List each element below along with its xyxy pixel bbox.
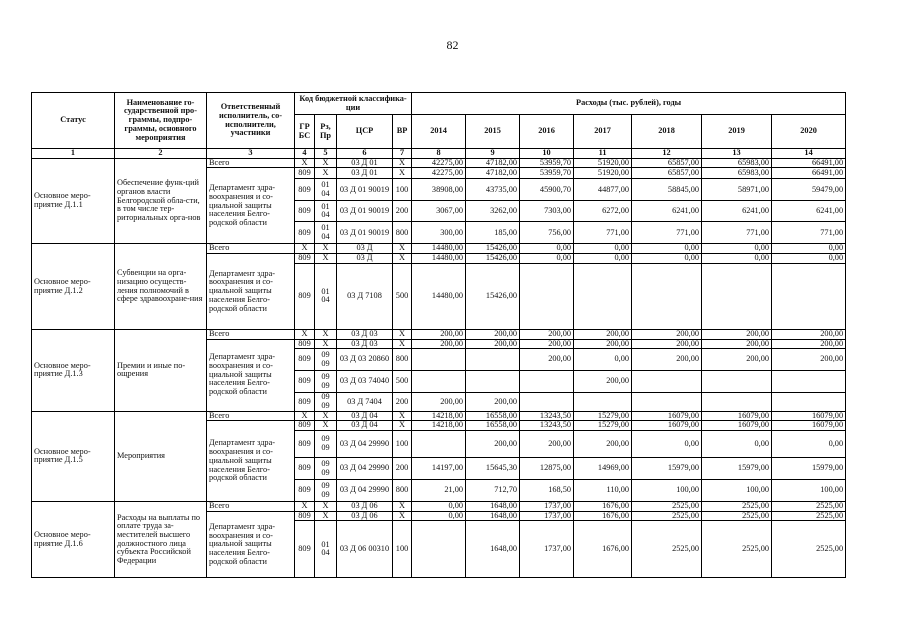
amount-cell: 0,00 bbox=[702, 244, 772, 254]
amount-cell bbox=[466, 349, 520, 371]
amount-cell: 7303,00 bbox=[520, 201, 574, 222]
amount-cell: 51920,00 bbox=[574, 158, 632, 168]
grbs-cell: 809 bbox=[295, 393, 315, 411]
amount-cell: 58971,00 bbox=[702, 179, 772, 201]
vr-cell: X bbox=[393, 329, 412, 339]
amount-cell: 200,00 bbox=[466, 339, 520, 349]
grbs-cell: 809 bbox=[295, 179, 315, 201]
amount-cell: 14197,00 bbox=[412, 458, 466, 480]
header-year: 2016 bbox=[520, 115, 574, 149]
amount-cell: 1648,00 bbox=[466, 511, 520, 521]
header-year: 2020 bbox=[772, 115, 846, 149]
csr-cell: 03 Д 01 90019 bbox=[337, 201, 393, 222]
amount-cell bbox=[520, 263, 574, 329]
amount-cell: 65857,00 bbox=[632, 168, 702, 179]
amount-cell: 14480,00 bbox=[412, 254, 466, 264]
header-name: Наименование го-сударственной про-граммы, подпро-граммы, основного мероприятия bbox=[115, 93, 207, 149]
csr-cell: 03 Д bbox=[337, 244, 393, 254]
rzpr-cell: X bbox=[315, 329, 337, 339]
amount-cell: 65983,00 bbox=[702, 168, 772, 179]
column-number: 13 bbox=[702, 149, 772, 159]
vr-cell: 100 bbox=[393, 179, 412, 201]
amount-cell: 1676,00 bbox=[574, 502, 632, 512]
vr-cell: X bbox=[393, 158, 412, 168]
amount-cell: 14480,00 bbox=[412, 244, 466, 254]
amount-cell: 110,00 bbox=[574, 480, 632, 502]
table-row-total bbox=[32, 329, 846, 339]
rzpr-cell: 09 09 bbox=[315, 431, 337, 458]
amount-cell: 21,00 bbox=[412, 480, 466, 502]
amount-cell: 200,00 bbox=[466, 393, 520, 411]
rzpr-cell: X bbox=[315, 502, 337, 512]
csr-cell: 03 Д 7404 bbox=[337, 393, 393, 411]
table-row-total bbox=[32, 244, 846, 254]
grbs-cell: X bbox=[295, 329, 315, 339]
amount-cell bbox=[574, 393, 632, 411]
event-name-cell: Мероприятия bbox=[115, 411, 207, 501]
csr-cell: 03 Д 04 29990 bbox=[337, 458, 393, 480]
grbs-cell: X bbox=[295, 411, 315, 421]
amount-cell: 200,00 bbox=[520, 329, 574, 339]
amount-cell: 0,00 bbox=[772, 244, 846, 254]
amount-cell: 15279,00 bbox=[574, 411, 632, 421]
vr-cell: 200 bbox=[393, 201, 412, 222]
amount-cell: 15426,00 bbox=[466, 263, 520, 329]
csr-cell: 03 Д 03 20860 bbox=[337, 349, 393, 371]
grbs-cell: 809 bbox=[295, 349, 315, 371]
amount-cell: 6241,00 bbox=[702, 201, 772, 222]
amount-cell bbox=[412, 349, 466, 371]
amount-cell: 200,00 bbox=[466, 329, 520, 339]
column-number-row bbox=[32, 149, 846, 159]
table-row-total bbox=[32, 411, 846, 421]
grbs-cell: 809 bbox=[295, 371, 315, 393]
amount-cell: 200,00 bbox=[520, 349, 574, 371]
amount-cell: 13243,50 bbox=[520, 421, 574, 431]
amount-cell: 14480,00 bbox=[412, 263, 466, 329]
amount-cell: 1737,00 bbox=[520, 511, 574, 521]
vr-cell: 200 bbox=[393, 393, 412, 411]
header-status: Статус bbox=[32, 93, 115, 149]
amount-cell: 51920,00 bbox=[574, 168, 632, 179]
column-number: 7 bbox=[393, 149, 412, 159]
amount-cell: 16079,00 bbox=[772, 411, 846, 421]
vr-cell: 200 bbox=[393, 458, 412, 480]
amount-cell: 13243,50 bbox=[520, 411, 574, 421]
amount-cell: 53959,70 bbox=[520, 168, 574, 179]
column-number: 10 bbox=[520, 149, 574, 159]
amount-cell: 59479,00 bbox=[772, 179, 846, 201]
csr-cell: 03 Д 7108 bbox=[337, 263, 393, 329]
rzpr-cell: X bbox=[315, 511, 337, 521]
amount-cell: 43735,00 bbox=[466, 179, 520, 201]
csr-cell: 03 Д 06 bbox=[337, 511, 393, 521]
event-name-cell: Премии и иные по-ощрения bbox=[115, 329, 207, 411]
executor-cell: Департамент здра-воохранения и со-циальной защиты населения Белго-родской области bbox=[207, 254, 295, 330]
csr-cell: 03 Д 03 74040 bbox=[337, 371, 393, 393]
header-year: 2019 bbox=[702, 115, 772, 149]
csr-cell: 03 Д 06 00310 bbox=[337, 521, 393, 578]
status-cell: Основное меро-приятие Д.1.5 bbox=[32, 411, 115, 501]
amount-cell: 0,00 bbox=[412, 502, 466, 512]
amount-cell: 45900,70 bbox=[520, 179, 574, 201]
header-year: 2015 bbox=[466, 115, 520, 149]
vr-cell: 800 bbox=[393, 349, 412, 371]
grbs-cell: 809 bbox=[295, 431, 315, 458]
status-cell: Основное меро-приятие Д.1.1 bbox=[32, 158, 115, 244]
amount-cell: 6241,00 bbox=[772, 201, 846, 222]
amount-cell: 0,00 bbox=[702, 431, 772, 458]
grbs-cell: 809 bbox=[295, 201, 315, 222]
rzpr-cell: X bbox=[315, 168, 337, 179]
executor-total-cell: Всего bbox=[207, 158, 295, 168]
rzpr-cell: 01 04 bbox=[315, 521, 337, 578]
amount-cell: 200,00 bbox=[412, 329, 466, 339]
csr-cell: 03 Д 06 bbox=[337, 502, 393, 512]
column-number: 3 bbox=[207, 149, 295, 159]
amount-cell bbox=[412, 521, 466, 578]
amount-cell: 0,00 bbox=[574, 349, 632, 371]
amount-cell: 15426,00 bbox=[466, 254, 520, 264]
event-name-cell: Обеспечение функ-ций органов власти Белгородской обла-сти, в том числе тер-риториальных орга-нов bbox=[115, 158, 207, 244]
grbs-cell: 809 bbox=[295, 458, 315, 480]
status-cell: Основное меро-приятие Д.1.3 bbox=[32, 329, 115, 411]
grbs-cell: 809 bbox=[295, 263, 315, 329]
column-number: 6 bbox=[337, 149, 393, 159]
header-rzpr: Рз, Пр bbox=[315, 115, 337, 149]
amount-cell: 15645,30 bbox=[466, 458, 520, 480]
table-row-total bbox=[32, 158, 846, 168]
amount-cell: 2525,00 bbox=[772, 502, 846, 512]
vr-cell: X bbox=[393, 168, 412, 179]
rzpr-cell: 01 04 bbox=[315, 263, 337, 329]
vr-cell: 800 bbox=[393, 222, 412, 244]
vr-cell: X bbox=[393, 502, 412, 512]
amount-cell bbox=[632, 263, 702, 329]
amount-cell: 16079,00 bbox=[772, 421, 846, 431]
amount-cell: 200,00 bbox=[772, 329, 846, 339]
event-name-cell: Субвенции на орга-низацию осуществ-ления полномочий в сфере здравоохране-ния bbox=[115, 244, 207, 329]
grbs-cell: X bbox=[295, 502, 315, 512]
amount-cell: 0,00 bbox=[772, 254, 846, 264]
amount-cell: 771,00 bbox=[772, 222, 846, 244]
amount-cell: 14218,00 bbox=[412, 411, 466, 421]
amount-cell: 0,00 bbox=[632, 254, 702, 264]
amount-cell: 200,00 bbox=[466, 431, 520, 458]
amount-cell: 200,00 bbox=[574, 431, 632, 458]
amount-cell: 44877,00 bbox=[574, 179, 632, 201]
header-year: 2018 bbox=[632, 115, 702, 149]
amount-cell: 200,00 bbox=[772, 339, 846, 349]
amount-cell: 15979,00 bbox=[702, 458, 772, 480]
amount-cell: 0,00 bbox=[520, 244, 574, 254]
amount-cell: 1648,00 bbox=[466, 502, 520, 512]
amount-cell: 2525,00 bbox=[702, 511, 772, 521]
amount-cell: 200,00 bbox=[702, 339, 772, 349]
amount-cell: 0,00 bbox=[702, 254, 772, 264]
amount-cell: 200,00 bbox=[574, 371, 632, 393]
rzpr-cell: X bbox=[315, 244, 337, 254]
column-number: 9 bbox=[466, 149, 520, 159]
amount-cell: 1737,00 bbox=[520, 521, 574, 578]
amount-cell: 66491,00 bbox=[772, 158, 846, 168]
vr-cell: X bbox=[393, 411, 412, 421]
header-vr: ВР bbox=[393, 115, 412, 149]
amount-cell: 1676,00 bbox=[574, 511, 632, 521]
amount-cell: 15279,00 bbox=[574, 421, 632, 431]
executor-cell: Департамент здра-воохранения и со-циальной защиты населения Белго-родской области bbox=[207, 421, 295, 502]
grbs-cell: 809 bbox=[295, 421, 315, 431]
amount-cell: 2525,00 bbox=[772, 511, 846, 521]
vr-cell: 500 bbox=[393, 371, 412, 393]
amount-cell: 0,00 bbox=[772, 431, 846, 458]
amount-cell: 12875,00 bbox=[520, 458, 574, 480]
vr-cell: X bbox=[393, 421, 412, 431]
column-number: 4 bbox=[295, 149, 315, 159]
rzpr-cell: X bbox=[315, 411, 337, 421]
column-number: 5 bbox=[315, 149, 337, 159]
amount-cell: 2525,00 bbox=[702, 502, 772, 512]
amount-cell: 200,00 bbox=[702, 349, 772, 371]
amount-cell: 2525,00 bbox=[772, 521, 846, 578]
amount-cell bbox=[772, 263, 846, 329]
amount-cell bbox=[702, 263, 772, 329]
vr-cell: 800 bbox=[393, 480, 412, 502]
csr-cell: 03 Д 01 bbox=[337, 168, 393, 179]
amount-cell: 200,00 bbox=[632, 339, 702, 349]
amount-cell: 47182,00 bbox=[466, 158, 520, 168]
executor-total-cell: Всего bbox=[207, 502, 295, 512]
amount-cell: 66491,00 bbox=[772, 168, 846, 179]
amount-cell: 15979,00 bbox=[772, 458, 846, 480]
rzpr-cell: X bbox=[315, 339, 337, 349]
amount-cell: 16079,00 bbox=[632, 411, 702, 421]
amount-cell: 771,00 bbox=[702, 222, 772, 244]
grbs-cell: X bbox=[295, 158, 315, 168]
amount-cell bbox=[412, 371, 466, 393]
vr-cell: X bbox=[393, 244, 412, 254]
amount-cell: 3262,00 bbox=[466, 201, 520, 222]
amount-cell: 100,00 bbox=[702, 480, 772, 502]
csr-cell: 03 Д 04 bbox=[337, 421, 393, 431]
amount-cell: 0,00 bbox=[520, 254, 574, 264]
amount-cell: 200,00 bbox=[520, 431, 574, 458]
grbs-cell: 809 bbox=[295, 339, 315, 349]
csr-cell: 03 Д 01 90019 bbox=[337, 222, 393, 244]
table-row-total bbox=[32, 502, 846, 512]
amount-cell: 6241,00 bbox=[632, 201, 702, 222]
column-number: 14 bbox=[772, 149, 846, 159]
amount-cell: 200,00 bbox=[632, 329, 702, 339]
amount-cell: 0,00 bbox=[574, 254, 632, 264]
amount-cell: 200,00 bbox=[702, 329, 772, 339]
amount-cell bbox=[520, 393, 574, 411]
amount-cell: 200,00 bbox=[520, 339, 574, 349]
amount-cell: 1676,00 bbox=[574, 521, 632, 578]
amount-cell bbox=[772, 371, 846, 393]
csr-cell: 03 Д 01 bbox=[337, 158, 393, 168]
event-name-cell: Расходы на выплаты по оплате труда за-местителей высшего должностного лица субъекта Российской Федерации bbox=[115, 502, 207, 578]
grbs-cell: 809 bbox=[295, 222, 315, 244]
amount-cell: 42275,00 bbox=[412, 168, 466, 179]
amount-cell bbox=[772, 393, 846, 411]
rzpr-cell: 01 04 bbox=[315, 222, 337, 244]
amount-cell: 185,00 bbox=[466, 222, 520, 244]
csr-cell: 03 Д 04 29990 bbox=[337, 431, 393, 458]
vr-cell: X bbox=[393, 511, 412, 521]
amount-cell: 15979,00 bbox=[632, 458, 702, 480]
amount-cell: 0,00 bbox=[412, 511, 466, 521]
column-number: 8 bbox=[412, 149, 466, 159]
amount-cell: 2525,00 bbox=[632, 511, 702, 521]
amount-cell: 42275,00 bbox=[412, 158, 466, 168]
rzpr-cell: 09 09 bbox=[315, 349, 337, 371]
page-number: 82 bbox=[446, 38, 459, 52]
executor-cell: Департамент здра-воохранения и со-циальной защиты населения Белго-родской области bbox=[207, 339, 295, 411]
rzpr-cell: 01 04 bbox=[315, 179, 337, 201]
grbs-cell: 809 bbox=[295, 480, 315, 502]
amount-cell: 16558,00 bbox=[466, 421, 520, 431]
amount-cell: 100,00 bbox=[632, 480, 702, 502]
grbs-cell: 809 bbox=[295, 254, 315, 264]
amount-cell: 15426,00 bbox=[466, 244, 520, 254]
amount-cell bbox=[574, 263, 632, 329]
amount-cell: 712,70 bbox=[466, 480, 520, 502]
csr-cell: 03 Д bbox=[337, 254, 393, 264]
amount-cell bbox=[632, 371, 702, 393]
rzpr-cell: X bbox=[315, 158, 337, 168]
header-executor: Ответственный исполнитель, со-исполнители, участники bbox=[207, 93, 295, 149]
amount-cell bbox=[466, 371, 520, 393]
grbs-cell: X bbox=[295, 244, 315, 254]
vr-cell: 100 bbox=[393, 431, 412, 458]
rzpr-cell: 09 09 bbox=[315, 371, 337, 393]
vr-cell: X bbox=[393, 339, 412, 349]
vr-cell: 100 bbox=[393, 521, 412, 578]
amount-cell: 2525,00 bbox=[632, 521, 702, 578]
executor-cell: Департамент здра-воохранения и со-циальной защиты населения Белго-родской области bbox=[207, 511, 295, 578]
header-year: 2017 bbox=[574, 115, 632, 149]
amount-cell: 38908,00 bbox=[412, 179, 466, 201]
csr-cell: 03 Д 04 29990 bbox=[337, 480, 393, 502]
amount-cell: 16558,00 bbox=[466, 411, 520, 421]
executor-cell: Департамент здра-воохранения и со-циальной защиты населения Белго-родской области bbox=[207, 168, 295, 244]
rzpr-cell: 09 09 bbox=[315, 480, 337, 502]
amount-cell: 200,00 bbox=[574, 339, 632, 349]
amount-cell: 16079,00 bbox=[632, 421, 702, 431]
vr-cell: 500 bbox=[393, 263, 412, 329]
amount-cell: 14218,00 bbox=[412, 421, 466, 431]
amount-cell: 2525,00 bbox=[632, 502, 702, 512]
amount-cell: 0,00 bbox=[574, 244, 632, 254]
grbs-cell: 809 bbox=[295, 168, 315, 179]
column-number: 2 bbox=[115, 149, 207, 159]
executor-total-cell: Всего bbox=[207, 244, 295, 254]
csr-cell: 03 Д 03 bbox=[337, 339, 393, 349]
table-body bbox=[32, 158, 846, 578]
amount-cell: 16079,00 bbox=[702, 411, 772, 421]
amount-cell: 65857,00 bbox=[632, 158, 702, 168]
header-bk-code: Код бюджетной классифика-ции bbox=[295, 93, 412, 115]
amount-cell: 200,00 bbox=[632, 349, 702, 371]
amount-cell: 756,00 bbox=[520, 222, 574, 244]
amount-cell: 14969,00 bbox=[574, 458, 632, 480]
amount-cell bbox=[702, 393, 772, 411]
column-number: 12 bbox=[632, 149, 702, 159]
amount-cell: 1737,00 bbox=[520, 502, 574, 512]
amount-cell: 0,00 bbox=[632, 431, 702, 458]
amount-cell bbox=[412, 431, 466, 458]
vr-cell: X bbox=[393, 254, 412, 264]
header-year: 2014 bbox=[412, 115, 466, 149]
column-number: 1 bbox=[32, 149, 115, 159]
csr-cell: 03 Д 04 bbox=[337, 411, 393, 421]
amount-cell bbox=[702, 371, 772, 393]
amount-cell: 200,00 bbox=[772, 349, 846, 371]
amount-cell: 3067,00 bbox=[412, 201, 466, 222]
amount-cell: 53959,70 bbox=[520, 158, 574, 168]
amount-cell: 1648,00 bbox=[466, 521, 520, 578]
amount-cell: 65983,00 bbox=[702, 158, 772, 168]
csr-cell: 03 Д 03 bbox=[337, 329, 393, 339]
amount-cell: 200,00 bbox=[412, 339, 466, 349]
amount-cell: 100,00 bbox=[772, 480, 846, 502]
budget-expenses-table bbox=[31, 92, 846, 578]
header-expenses: Расходы (тыс. рублей), годы bbox=[412, 93, 846, 115]
amount-cell: 200,00 bbox=[412, 393, 466, 411]
header-grbs: ГР БС bbox=[295, 115, 315, 149]
amount-cell: 300,00 bbox=[412, 222, 466, 244]
amount-cell: 16079,00 bbox=[702, 421, 772, 431]
rzpr-cell: X bbox=[315, 421, 337, 431]
amount-cell: 6272,00 bbox=[574, 201, 632, 222]
executor-total-cell: Всего bbox=[207, 329, 295, 339]
grbs-cell: 809 bbox=[295, 511, 315, 521]
status-cell: Основное меро-приятие Д.1.6 bbox=[32, 502, 115, 578]
rzpr-cell: 01 04 bbox=[315, 201, 337, 222]
amount-cell: 168,50 bbox=[520, 480, 574, 502]
csr-cell: 03 Д 01 90019 bbox=[337, 179, 393, 201]
column-number: 11 bbox=[574, 149, 632, 159]
executor-total-cell: Всего bbox=[207, 411, 295, 421]
amount-cell bbox=[632, 393, 702, 411]
amount-cell bbox=[520, 371, 574, 393]
amount-cell: 2525,00 bbox=[702, 521, 772, 578]
grbs-cell: 809 bbox=[295, 521, 315, 578]
header-csr: ЦСР bbox=[337, 115, 393, 149]
amount-cell: 771,00 bbox=[574, 222, 632, 244]
amount-cell: 771,00 bbox=[632, 222, 702, 244]
rzpr-cell: 09 09 bbox=[315, 393, 337, 411]
amount-cell: 200,00 bbox=[574, 329, 632, 339]
amount-cell: 0,00 bbox=[632, 244, 702, 254]
rzpr-cell: X bbox=[315, 254, 337, 264]
amount-cell: 58845,00 bbox=[632, 179, 702, 201]
amount-cell: 47182,00 bbox=[466, 168, 520, 179]
status-cell: Основное меро-приятие Д.1.2 bbox=[32, 244, 115, 329]
rzpr-cell: 09 09 bbox=[315, 458, 337, 480]
